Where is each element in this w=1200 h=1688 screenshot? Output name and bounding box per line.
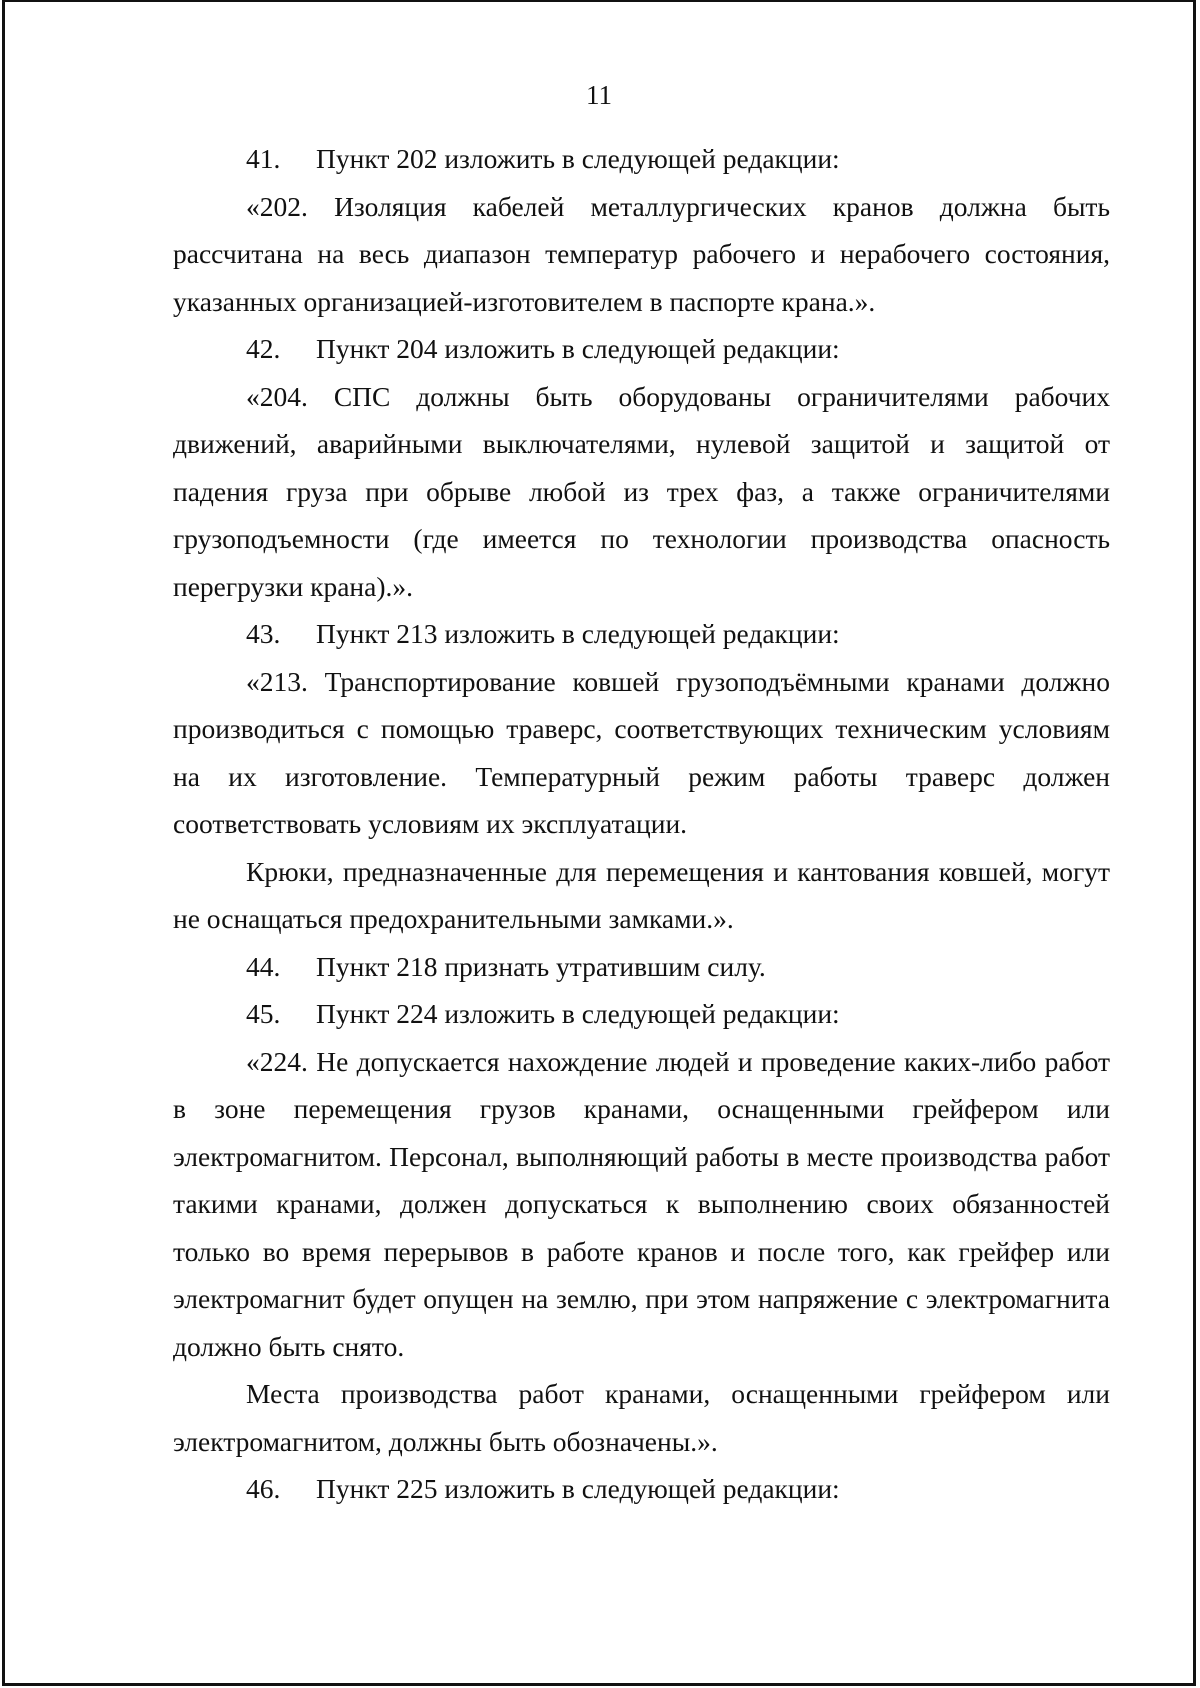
document-page: [2, 0, 1196, 1686]
list-item-42: [173, 325, 1110, 373]
item-text: Пункт 202 изложить в следующей редакции:: [316, 143, 840, 174]
paragraph-204: «204. СПС должны быть оборудованы ограничителями рабочих движений, аварийными выключателями, нулевой защитой и защитой от падения груза при обрыве любой из трех фаз, а также ограничителями грузоподъемности (где имеется по технологии производства опасность перегрузки крана).».: [173, 380, 1110, 602]
paragraph-213: «213. Транспортирование ковшей грузоподъёмными кранами должно производиться с помощью траверс, соответствующих техническим условиям на их изготовление. Температурный режим работы траверс должен соответствовать условиям их эксплуатации.: [173, 665, 1110, 839]
list-item-44: [173, 943, 1110, 991]
paragraph-224-places: Места производства работ кранами, оснащенными грейфером или электромагнитом, должны быть обозначены.».: [173, 1378, 1110, 1457]
item-text: Пункт 204 изложить в следующей редакции:: [316, 333, 840, 364]
item-number: 42.: [246, 333, 281, 364]
item-text: Пункт 225 изложить в следующей редакции:: [316, 1473, 840, 1504]
item-number: 45.: [246, 998, 281, 1029]
item-number: 46.: [246, 1473, 281, 1504]
paragraph-224: «224. Не допускается нахождение людей и проведение каких-либо работ в зоне перемещения грузов кранами, оснащенными грейфером или электромагнитом. Персонал, выполняющий работы в месте производства работ такими кранами, должен допускаться к выполнению своих обязанностей только во время перерывов в работе кранов и после того, как грейфер или электромагнит будет опущен на землю, при этом напряжение с электромагнита должно быть снято.: [173, 1045, 1110, 1362]
item-text: Пункт 213 изложить в следующей редакции:: [316, 618, 840, 649]
paragraph-213-hooks: Крюки, предназначенные для перемещения и кантования ковшей, могут не оснащаться предохранительными замками.».: [173, 855, 1110, 934]
item-number: 44.: [246, 950, 281, 982]
list-item-43: [173, 610, 1110, 658]
page-number: 11: [586, 80, 612, 110]
list-item-41: [173, 135, 1110, 183]
item-number: 43.: [246, 618, 281, 649]
paragraph-202: «202. Изоляция кабелей металлургических кранов должна быть рассчитана на весь диапазон температур рабочего и нерабочего состояния, указанных организацией-изготовителем в паспорте крана.».: [173, 190, 1110, 317]
list-item-45: [173, 990, 1110, 1038]
item-number: 41.: [246, 143, 281, 174]
document-body: [173, 135, 1110, 1513]
list-item-46: [173, 1465, 1110, 1513]
item-text: Пункт 224 изложить в следующей редакции:: [316, 998, 840, 1029]
item-text: Пункт 218 признать утратившим силу.: [316, 950, 766, 982]
